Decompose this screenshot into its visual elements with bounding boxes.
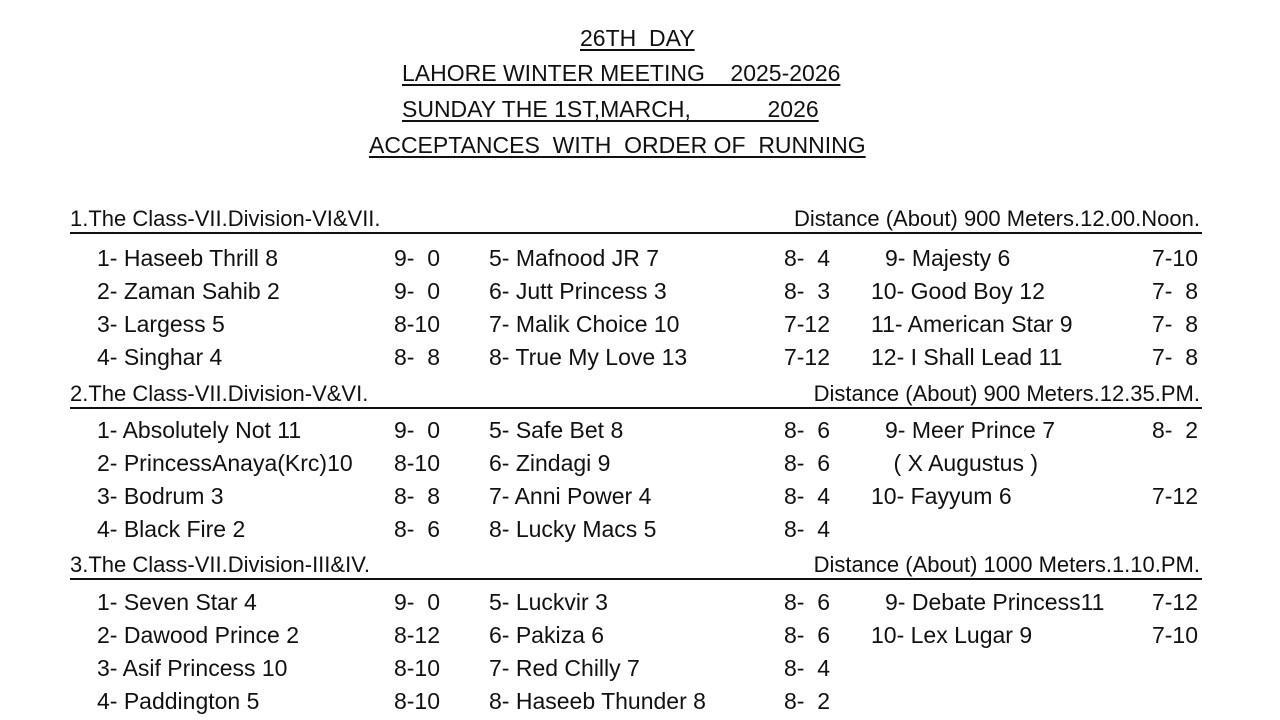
race-1-weight: 7-12 [783, 311, 830, 337]
race-3-rule [70, 578, 1202, 580]
race-1-weight: 7- 8 [1151, 311, 1198, 337]
meeting-title: LAHORE WINTER MEETING 2025-2026 [402, 60, 841, 86]
race-2-weight: 8- 4 [783, 516, 830, 542]
race-1-entry: 9- Majesty 6 [885, 245, 1011, 271]
race-2-weight: 8- 6 [393, 516, 440, 542]
race-3-distance: Distance (About) 1000 Meters.1.10.PM. [813, 552, 1200, 577]
race-3-entry: 9- Debate Princess11 [885, 589, 1105, 615]
race-3-entry: 7- Red Chilly 7 [489, 655, 640, 681]
race-1-entry: 3- Largess 5 [97, 311, 225, 337]
race-2-entry: 9- Meer Prince 7 [885, 417, 1056, 443]
race-1-weight: 7-10 [1151, 245, 1198, 271]
race-1-title: 1.The Class-VII.Division-VI&VII. [70, 206, 381, 231]
race-1-weight: 9- 0 [393, 278, 440, 304]
race-1-rule [70, 232, 1202, 234]
race-2-entry: 3- Bodrum 3 [97, 483, 224, 509]
race-3-weight: 7-10 [1151, 622, 1198, 648]
race-3-entry: 6- Pakiza 6 [489, 622, 605, 648]
race-2-weight: 9- 0 [393, 417, 440, 443]
race-3-weight: 8- 4 [783, 655, 830, 681]
race-2-entry: 5- Safe Bet 8 [489, 417, 624, 443]
race-2-weight: 8- 2 [1151, 417, 1198, 443]
race-1-entry: 2- Zaman Sahib 2 [97, 278, 280, 304]
race-1-weight: 8- 3 [783, 278, 830, 304]
race-2-entry: 6- Zindagi 9 [489, 450, 611, 476]
race-1-entry: 6- Jutt Princess 3 [489, 278, 667, 304]
race-3-entry: 10- Lex Lugar 9 [871, 622, 1033, 648]
race-3-entry: 8- Haseeb Thunder 8 [489, 688, 706, 714]
race-3-weight: 8-10 [393, 688, 440, 714]
race-1-entry: 7- Malik Choice 10 [489, 311, 680, 337]
race-2-entry: 1- Absolutely Not 11 [97, 417, 302, 443]
race-2-weight: 8- 6 [783, 417, 830, 443]
race-2-entry: 10- Fayyum 6 [871, 483, 1012, 509]
race-2-entry: 8- Lucky Macs 5 [489, 516, 657, 542]
race-1-weight: 8-10 [393, 311, 440, 337]
race-3-weight: 7-12 [1151, 589, 1198, 615]
race-1-entry: 5- Mafnood JR 7 [489, 245, 660, 271]
race-3-weight: 9- 0 [393, 589, 440, 615]
race-2-rule [70, 407, 1202, 409]
race-2-weight: 8- 6 [783, 450, 830, 476]
race-1-entry: 8- True My Love 13 [489, 344, 688, 370]
race-1-entry: 12- I Shall Lead 11 [871, 344, 1063, 370]
race-3-weight: 8-10 [393, 655, 440, 681]
race-3-entry: 3- Asif Princess 10 [97, 655, 288, 681]
race-2-distance: Distance (About) 900 Meters.12.35.PM. [813, 381, 1200, 406]
race-3-entry: 4- Paddington 5 [97, 688, 260, 714]
race-2-weight: 8-10 [393, 450, 440, 476]
race-1-entry: 4- Singhar 4 [97, 344, 223, 370]
race-2-entry: 4- Black Fire 2 [97, 516, 246, 542]
race-2-entry: 2- PrincessAnaya(Krc)10 [97, 450, 353, 476]
race-2-weight: 8- 4 [783, 483, 830, 509]
race-3-weight: 8- 2 [783, 688, 830, 714]
race-1-weight: 7- 8 [1151, 344, 1198, 370]
race-1-weight: 8- 8 [393, 344, 440, 370]
acceptances-title: ACCEPTANCES WITH ORDER OF RUNNING [369, 132, 866, 158]
race-2-note: ( X Augustus ) [868, 450, 1039, 476]
race-1-distance: Distance (About) 900 Meters.12.00.Noon. [793, 206, 1200, 231]
race-3-entry: 1- Seven Star 4 [97, 589, 257, 615]
day-title: 26TH DAY [580, 25, 695, 51]
race-2-title: 2.The Class-VII.Division-V&VI. [70, 381, 369, 406]
race-3-weight: 8-12 [393, 622, 440, 648]
race-3-weight: 8- 6 [783, 622, 830, 648]
race-1-weight: 9- 0 [393, 245, 440, 271]
race-1-entry: 11- American Star 9 [871, 311, 1073, 337]
race-2-weight: 7-12 [1151, 483, 1198, 509]
race-3-entry: 5- Luckvir 3 [489, 589, 608, 615]
race-1-entry: 1- Haseeb Thrill 8 [97, 245, 279, 271]
race-1-weight: 7-12 [783, 344, 830, 370]
race-1-weight: 8- 4 [783, 245, 830, 271]
race-3-entry: 2- Dawood Prince 2 [97, 622, 299, 648]
race-1-entry: 10- Good Boy 12 [871, 278, 1045, 304]
race-3-title: 3.The Class-VII.Division-III&IV. [70, 552, 370, 577]
race-3-weight: 8- 6 [783, 589, 830, 615]
race-2-weight: 8- 8 [393, 483, 440, 509]
race-2-entry: 7- Anni Power 4 [489, 483, 652, 509]
date-title: SUNDAY THE 1ST,MARCH, 2026 [402, 96, 819, 122]
race-1-weight: 7- 8 [1151, 278, 1198, 304]
